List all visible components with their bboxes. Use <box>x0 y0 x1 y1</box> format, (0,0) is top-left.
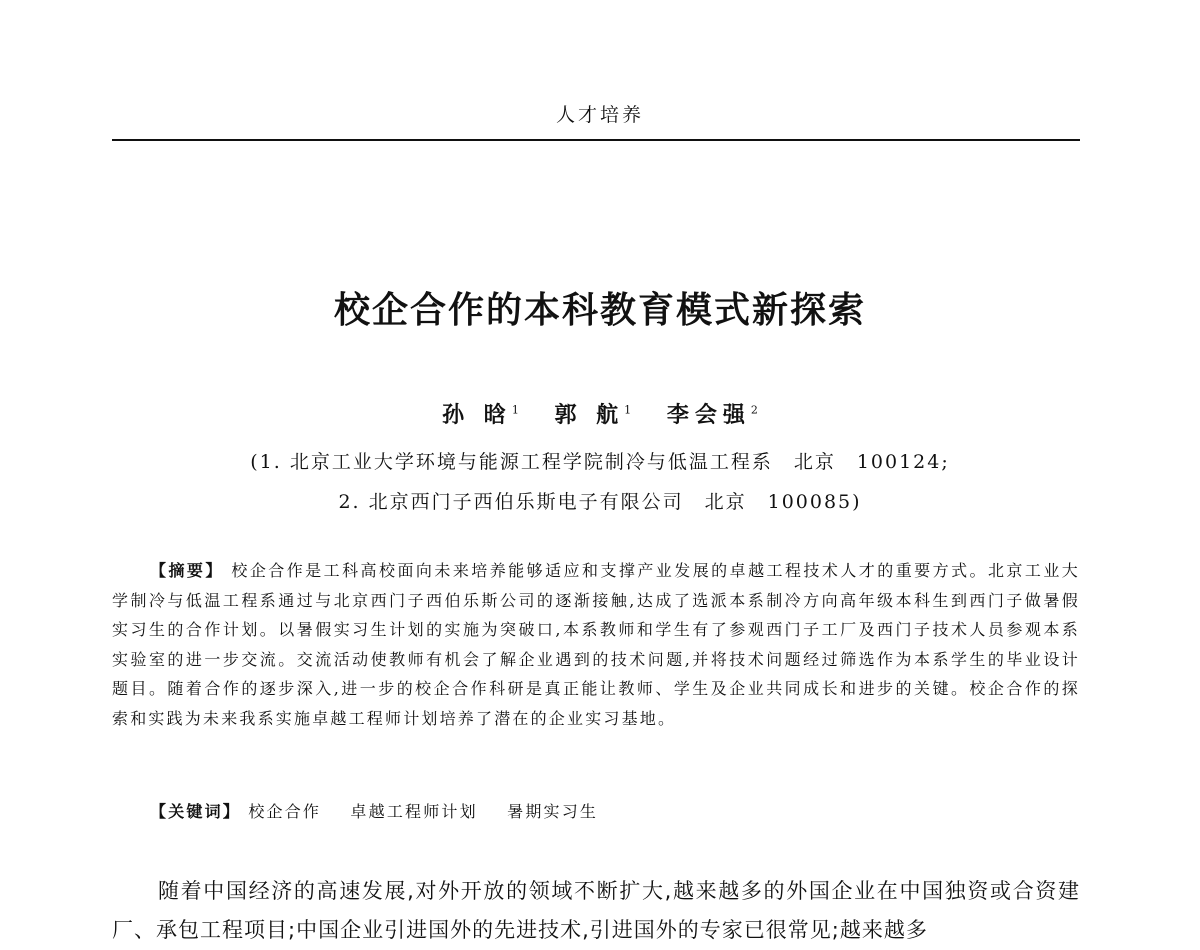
author-3 <box>667 402 758 428</box>
author-list <box>0 398 1200 429</box>
keyword: 卓越工程师计划 <box>350 802 478 821</box>
author-2 <box>554 402 631 428</box>
keywords-label: 【关键词】 <box>150 802 242 821</box>
affiliation-2: 2. 北京西门子西伯乐斯电子有限公司 北京 100085) <box>338 491 862 513</box>
author-1 <box>442 402 519 428</box>
author-sup: 2 <box>750 403 758 417</box>
abstract <box>112 556 1080 734</box>
author-sup: 1 <box>511 403 519 417</box>
running-header: 人才培养 <box>555 104 644 126</box>
body-paragraph: 随着中国经济的高速发展,对外开放的领域不断扩大,越来越多的外国企业在中国独资或合资建厂、承包工程项目;中国企业引进国外的先进技术,引进国外的专家已很常见;越来越多 <box>112 879 1080 942</box>
keyword: 暑期实习生 <box>507 802 599 821</box>
article-title: 校企合作的本科教育模式新探索 <box>333 290 866 331</box>
keyword: 校企合作 <box>248 802 322 821</box>
abstract-text: 校企合作是工科高校面向未来培养能够适应和支撑产业发展的卓越工程技术人才的重要方式。北京工业大学制冷与低温工程系通过与北京西门子西伯乐斯公司的逐渐接触,达成了选派本系制冷方向高年级本科生到西门子做暑假实习生的合作计划。以暑假实习生计划的实施为突破口,本系教师和学生有了参观西门子工厂及西门子技术人员参观本系实验室的进一步交流。交流活动使教师有机会了解企业遇到的技术问题,并将技术问题经过筛选作为本系学生的毕业设计题目。随着合作的逐步深入,进一步的校企合作科研是真正能让教师、学生及企业共同成长和进步的关键。校企合作的探索和实践为未来我系实施卓越工程师计划培养了潜在的企业实习基地。 <box>112 561 1080 728</box>
author-sup: 1 <box>624 403 632 417</box>
affiliation-1: (1. 北京工业大学环境与能源工程学院制冷与低温工程系 北京 100124; <box>250 451 950 473</box>
keywords <box>150 799 620 822</box>
author-name: 郭 航 <box>554 402 625 428</box>
author-name: 孙 晗 <box>442 402 512 428</box>
header-rule <box>112 139 1080 141</box>
author-name: 李会强 <box>666 402 751 428</box>
abstract-label: 【摘要】 <box>150 561 224 580</box>
